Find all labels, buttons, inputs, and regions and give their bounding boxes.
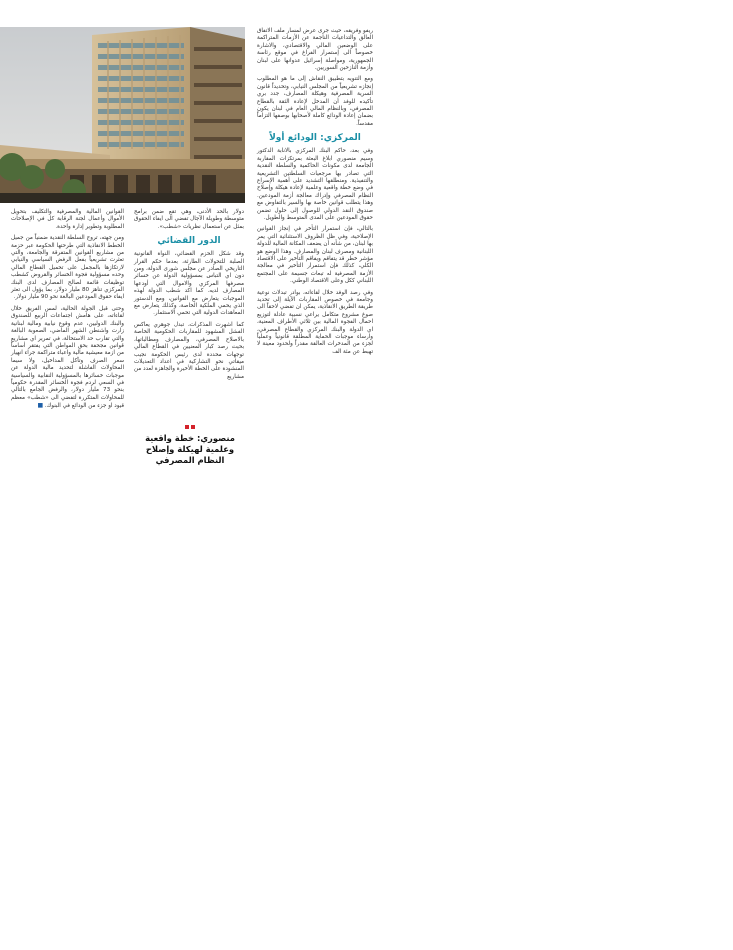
paragraph: وقد شكل الحزم القضائي، النواة القانونية الصلبة للتحولات الطارئة، بعدما حكم القرار التاريخي الصادر عن مجلس شورى الدولة، ومن دون اي التباس بمسؤولية الدولة عن خسائر مصرفها المركزي والاموال التي أودعها المصارف لديه. كما اكد شطب الدولة لهذه الموجبات يتعارض مع القوانين، ومع الدستور الذي يحمي الملكية الخاصة، وكذلك يتعارض مع المعاهدات الدولية التي تحمي الاستثمار. bbox=[134, 251, 244, 317]
paragraph: القوانين المالية والمصرفية والتكليف بتحويل الأموال وأعمال لجنة الرقابة كل في الإصلاحات المطلوبة وتطوير إدارة واحدة. bbox=[11, 209, 124, 230]
paragraph bbox=[11, 306, 124, 411]
paragraph: دولار بالحد الأدنى، وهي تقع ضمن برامج متوسطة وطويلة الآجال تفضي الى ايفاء الحقوق بمثل عن استعمال نظريات «شطب». bbox=[134, 209, 244, 230]
paragraph: كما اشهرت المذكرات، تبدل جوهري يعاكس الفشل المشهود للمقاربات الحكومية الخاصة بالاصلاح المصرفي، والمصارف ومطالباتها، بحيث رصد كبار المعنيين في القطاع المالي توجهات محددة لدى رئيس الحكومة نجيب ميقاتي نحو التشاركية في اعداد التعديلات المنشودة على الخطة الأخيرة والجاهزة لعدد من مشاريع bbox=[134, 321, 244, 380]
pull-quote-text: منصوري: خطة واقعية وعلمية لهيكلة وإصلاح النظام المصرفي bbox=[145, 433, 235, 465]
pull-quote bbox=[138, 425, 242, 466]
paragraph: ريفو وفريقه، حيث جرى عرض لمسار ملف الاتفاق العالق والتداعيات الناجمة عن الأزمات المتراكمة على الوضعين المالي والاقتصادي، والاشارة خصوصاً الى إستمرار الفراغ في موقع رئاسة الجمهورية، ومواصلة إسرائيل عدوانها على لبنان وأزمة النازحين السوريين. bbox=[257, 28, 373, 72]
paragraph: وفي رصد الوفد خلال لقاءاته، بوادر تبدلات نوعية وجامعة في خصوص المقاربات الآيلة إلى تحديد طريقة الطريق الانقاذية، يمكن ان تفضي لاحقاً الى صوغ مشروع متكامل يراعي نسبية عادلة لتوزيع احمال الفجوة المالية بين ثلاثي الأطراف المعنية، اي الدولة والبنك المركزي والقطاع المصرفي، وارساء موجبات الحماية المطلقة قانونياً وعملياً لجزء من المدخرات العالقة مقدراً ولحدود معينة لا تهبط عن مئة الف bbox=[257, 289, 373, 355]
paragraph: ومن جهته، تروج السلطة النقدية ضمنياً من جميل الخطط الانقاذية التي طرحتها الحكومة عبر حزمة من مشاريع القوانين المتفرقة والجامعة، والتي تعثرت تشريعياً بفعل الرفض السياسي والنيابي لارتكازها بالمجمل على تحميل القطاع المالي وحده مسؤولية فجوة الخسائر والقروض كشطب توظيفات قائمة لصالح المصارف لدى البنك المركزي تناهز 80 مليار دولار، بما يؤول الى تعثر ايفاء حقوق المودعين البالغة نحو 90 مليار دولار. bbox=[11, 235, 124, 301]
article-column-right bbox=[257, 28, 373, 360]
article-end-square-icon: ■ bbox=[37, 402, 44, 410]
paragraph: ومع التنويه بتطبيق النقاش إلى ما هو المطلوب إنجازه تشريعياً من المجلس النيابي، وتحديداً قانون السرية المصرفية وهيكلة المصارف، جدد بري تأكيده للوفد أن المدخل لإعادة الثقة بالقطاع المصرفي، وبالنظام المالي العام في لبنان يكون بضمان إعادة الودائع كاملة لأصحابها بوصفها التزاماً مقدساً. bbox=[257, 76, 373, 127]
article-column-middle bbox=[134, 209, 244, 385]
section-heading: الدور القضائي bbox=[157, 236, 221, 247]
paragraph-text: وحتى قبل الجولة الحالية، لمس الفريق خلال لقاءاته، على هامش اجتماعات الربيع للصندوق والبنك الدوليين، عدم وقوع نيابية ومالية لبنانية زارت واشنطن الشهر الماضي، الصعوبة البالغة والتي تقارب حد الاستحالة، في تمرير اي مشاريع قوانين مجحفة بحق المواطن التي يفتقر أساساً من ازمة معيشية مالية واعباء متراكمة جراء انهيار سعر الصرف وتآكل المداخيل، ولا سيما المحاولات الفاشلة لتحديد مالية الدولة عن موجبات خسائرها بالمسؤولية النقابية والسياسية في السعي لردم فجوة الخسائر المقدرة حكومياً بنحو 73 مليار دولار، والرفض الجامع بالتالي للمحاولات المتكررة لتفضي الى «شطب» معظم قيود او جزء من الودائع في البنوك. bbox=[11, 305, 124, 410]
red-bullet-marks bbox=[138, 425, 242, 429]
bank-building-photo bbox=[0, 27, 245, 203]
article-column-left bbox=[11, 209, 124, 415]
section-heading: المركزي: الودائع أولاً bbox=[269, 133, 361, 144]
paragraph: وفي بعد، حاكم البنك المركزي بالانابة الدكتور وسيم منصوري ابلاغ البعثة بمرتكزات المقاربة الجامعة لدى مكونات الحاكمية والسلطة النقدية التي تصادر بها مرجعيات السلطتين التشريعية والتنفيذية. ومنطلقها التشديد على أهمية الإسراع في وضع خطة واقعية وعلمية لإعادة هيكلة وإصلاح النظام المصرفي وإدراك معالجة أزمة المودعين. وهذا يتطلب قوانين خاصة بها والسير بالتفاوض مع صندوق النقد الدولي للوصول إلى حلول تضمن حقوق المودعين على المدى المتوسط والطويل. bbox=[257, 148, 373, 221]
paragraph: بالتالي، فإن استمرار التأخر في إنجاز القوانين الإصلاحية، وفي ظل الظروف الاستثنائية التي يمر بها لبنان، من شأنه أن يضعف المكانة المالية للدولة اللبنانية ومصرف لبنان والمصارف. وهذا الوضع هو مؤشر خطر قد يتفاقم ويفاقم التأخير على الاقتصاد الكلي، كذلك فإن استمرار التأخير في معالجة الأزمة المصرفية له تبعات جسيمة على المجتمع اللبناني ككل وعلى الاقتصاد الوطني. bbox=[257, 226, 373, 285]
